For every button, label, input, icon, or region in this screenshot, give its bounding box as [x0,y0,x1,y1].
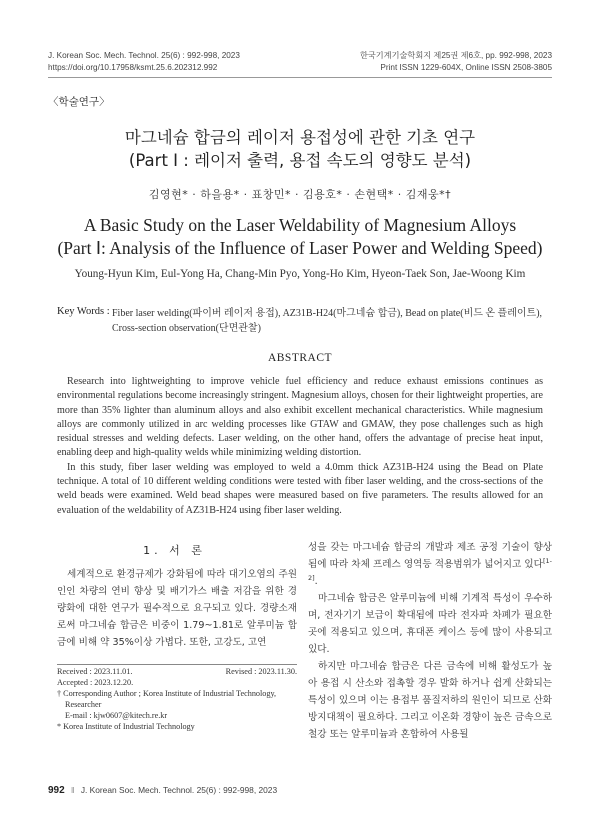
corresponding-author: † Corresponding Author ; Korea Institute of Industrial Technology, [57,689,277,698]
keywords-text: Fiber laser welding(파이버 레이저 용접), AZ31B-H24(마그네슘 합금), Bead on plate(비드 온 플레이트), Cross-section observation(단면관찰) [112,308,543,334]
page-footer [48,785,277,796]
abstract-body [57,375,543,518]
journal-citation: J. Korean Soc. Mech. Technol. 25(6) : 992-998, 2023 [48,51,240,60]
journal-citation-korean: 한국기계기술학회지 제25권 제6호, pp. 992-998, 2023 [359,51,552,60]
header-divider [48,77,552,78]
revised-date: Revised : 2023.11.30. [225,667,297,676]
title-english-line1: A Basic Study on the Laser Weldability of Magnesium Alloys [83,215,517,235]
doi-link[interactable]: https://doi.org/10.17958/ksmt.25.6.202312.992 [48,63,218,72]
issn-info: Print ISSN 1229-604X, Online ISSN 2508-3805 [380,63,552,72]
right-column [308,539,552,743]
abstract-heading: ABSTRACT [267,352,333,364]
title-korean-line2: (Part Ⅰ : 레이저 출력, 용접 속도의 영향도 분석) [128,151,472,170]
section-heading-introduction: 1. 서 론 [143,544,206,557]
footnotes [57,666,297,732]
affiliation: * Korea Institute of Industrial Technology [57,722,195,731]
authors-korean: 김영현* · 하을용* · 표창민* · 김용호* · 손현택* · 김재웅*† [148,188,452,201]
corresponding-role: Researcher [65,700,102,709]
body-paragraph: 마그네슘 합금은 알루미늄에 비해 기계적 특성이 우수하며, 전자기기 보급이 확대됨에 따라 전자파 차폐가 필요한 곳에 적용되고 있으며, 휴대폰 케이스 등에 많이 사용되고 있다. [308,593,552,655]
title-korean-line1: 마그네슘 합금의 레이저 용접성에 관한 기초 연구 [124,128,476,147]
received-date: Received : 2023.11.01. [57,667,133,676]
paragraph-text: 성을 갖는 마그네슘 합금의 개발과 제조 공정 기술이 향상됨에 따라 차체 프레스 영역등 적용범위가 넓어지고 있다 [308,542,552,570]
footnote-divider [57,664,297,665]
accepted-date: Accepted : 2023.12.20. [57,678,134,687]
abstract-paragraph: Research into lightweighting to improve vehicle fuel efficiency and reduce exhaust emissions continues as environmental regulations become increasingly stringent. Magnesium alloys, chosen for their lightweight properties, are more than 35% lighter than aluminum alloys and also exhibit excellent mechanical characteristics. While magnesium alloys are commonly utilized in arc welding processes like GTAW and GMAW, they pose challenges such as high residual stresses and welding defects. Laser welding, on the other hand, offers the advantage of precise heat input, enabling deep and high-quality welds while minimizing welding distortion. [57,376,543,459]
article-type: 〈학술연구〉 [48,96,110,108]
paragraph-end: . [314,576,318,587]
citation-ref[interactable]: [1-2] [308,556,552,582]
body-paragraph [308,539,552,590]
body-paragraph: 세계적으로 환경규제가 강화됨에 따라 대기오염의 주원인인 차량의 연비 향상 및 배기가스 배출 저감을 위한 경량화에 대한 연구가 필수적으로 요구되고 있다. 경량소재로써 마그네슘 합금은 비중이 1.79~1.81로 알루미늄 합금에 비해 약 35%이상 가볍다. 또한, 고강도, 고연 [57,569,297,648]
keywords-label: Key Words : [57,306,110,317]
body-paragraph: 하지만 마그네슘 합금은 다른 금속에 비해 활성도가 높아 용접 시 산소와 접촉할 경우 발화 하거나 쉽게 산화되는 특성이 있으며 이는 용접부 품질저하의 원인이 되므로 산화방지대책이 필요하다. 그리고 이온화 경향이 높은 금속으로 철강 또는 알루미늄과 혼합하여 사용될 [308,661,552,740]
title-english-line2: (Part Ⅰ: Analysis of the Influence of Laser Power and Welding Speed) [57,238,543,258]
authors-english: Young-Hyun Kim, Eul-Yong Ha, Chang-Min Pyo, Yong-Ho Kim, Hyeon-Taek Son, Jae-Woong Kim [74,268,526,280]
footer-separator: ‖ [71,785,75,795]
author-email[interactable]: E-mail : kjw0607@kitech.re.kr [65,711,168,720]
footer-citation: J. Korean Soc. Mech. Technol. 25(6) : 992-998, 2023 [80,785,278,795]
page-number: 992 [48,785,65,796]
left-column [57,566,297,651]
abstract-paragraph: In this study, fiber laser welding was employed to weld a 4.0mm thick AZ31B-H24 using the Bead on Plate technique. A total of 10 different welding conditions were tested with fiber laser welding, and the cross-sections of the weld beads were examined. Weld bead shapes were measured based on five parameters. The results allowed for an evaluation of the weldability of AZ31B-H24 using fiber laser welding. [57,461,543,516]
